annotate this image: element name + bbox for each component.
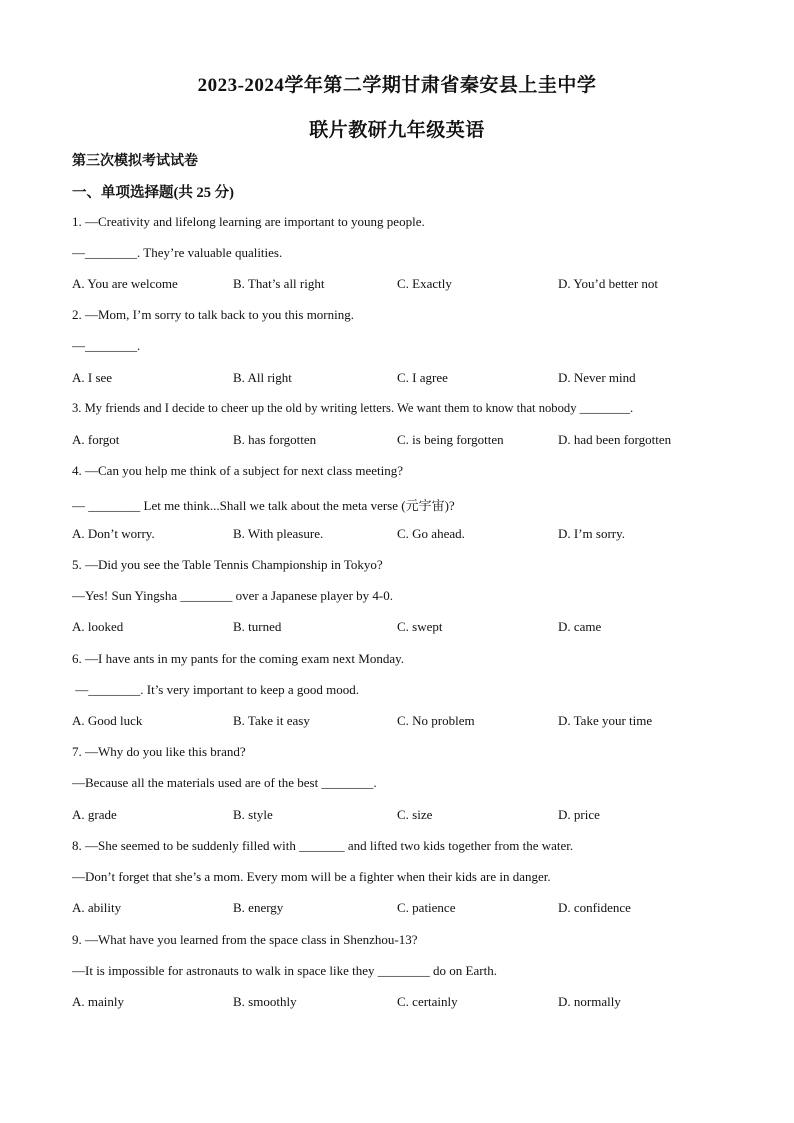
question-8-stem: 8. —She seemed to be suddenly filled with _______ and lifted two kids together from the water. bbox=[72, 838, 574, 853]
question-6-option-b: B. Take it easy bbox=[233, 713, 310, 728]
question-5-option-d: D. came bbox=[558, 619, 602, 634]
question-3-option-a: A. forgot bbox=[72, 432, 120, 447]
question-1-option-c: C. Exactly bbox=[397, 276, 452, 291]
question-9-option-b: B. smoothly bbox=[233, 994, 297, 1009]
question-9-option-d: D. normally bbox=[558, 994, 621, 1009]
question-4-option-a: A. Don’t worry. bbox=[72, 526, 155, 541]
question-3-option-d: D. had been forgotten bbox=[558, 432, 672, 447]
question-1-option-a: A. You are welcome bbox=[72, 276, 178, 291]
question-3-option-c: C. is being forgotten bbox=[397, 432, 504, 447]
question-4-response: — ________ Let me think...Shall we talk about the meta verse (元宇宙)? bbox=[72, 498, 455, 513]
question-9-option-a: A. mainly bbox=[72, 994, 124, 1009]
question-7-stem: 7. —Why do you like this brand? bbox=[72, 744, 246, 759]
exam-title-line2: 联片教研九年级英语 bbox=[309, 120, 485, 141]
question-2-option-d: D. Never mind bbox=[558, 370, 636, 385]
question-6-option-a: A. Good luck bbox=[72, 713, 143, 728]
section-heading: 一、单项选择题(共 25 分) bbox=[72, 185, 234, 201]
question-8-option-a: A. ability bbox=[72, 900, 122, 915]
question-5-response: —Yes! Sun Yingsha ________ over a Japanese player by 4-0. bbox=[72, 588, 393, 603]
question-6-response: —________. It’s very important to keep a good mood. bbox=[72, 682, 360, 697]
question-5-option-c: C. swept bbox=[397, 619, 443, 634]
question-8-option-b: B. energy bbox=[233, 900, 284, 915]
question-4-option-b: B. With pleasure. bbox=[233, 526, 324, 541]
question-2-stem: 2. —Mom, I’m sorry to talk back to you this morning. bbox=[72, 307, 355, 322]
question-8-option-d: D. confidence bbox=[558, 900, 631, 915]
question-1-option-b: B. That’s all right bbox=[233, 276, 325, 291]
exam-subtitle: 第三次模拟考试试卷 bbox=[72, 154, 198, 169]
question-9-response: —It is impossible for astronauts to walk in space like they ________ do on Earth. bbox=[72, 963, 497, 978]
question-2-option-a: A. I see bbox=[72, 370, 113, 385]
question-8-response: —Don’t forget that she’s a mom. Every mom will be a fighter when their kids are in danger. bbox=[72, 869, 551, 884]
question-7-option-d: D. price bbox=[558, 807, 600, 822]
question-7-option-c: C. size bbox=[397, 807, 433, 822]
question-6-option-c: C. No problem bbox=[397, 713, 475, 728]
exam-title-line1: 2023-2024学年第二学期甘肃省秦安县上圭中学 bbox=[197, 75, 597, 96]
question-9-option-c: C. certainly bbox=[397, 994, 458, 1009]
question-7-option-a: A. grade bbox=[72, 807, 117, 822]
question-2-response: —________. bbox=[72, 338, 141, 353]
question-9-stem: 9. —What have you learned from the space class in Shenzhou-13? bbox=[72, 932, 418, 947]
question-4-stem: 4. —Can you help me think of a subject for next class meeting? bbox=[72, 463, 404, 478]
question-1-option-d: D. You’d better not bbox=[558, 276, 659, 291]
question-5-option-b: B. turned bbox=[233, 619, 282, 634]
question-3-stem: 3. My friends and I decide to cheer up the old by writing letters. We want them to know that nobody ________. bbox=[72, 401, 634, 415]
question-3-option-b: B. has forgotten bbox=[233, 432, 317, 447]
question-7-response: —Because all the materials used are of the best ________. bbox=[72, 775, 377, 790]
question-6-stem: 6. —I have ants in my pants for the coming exam next Monday. bbox=[72, 651, 405, 666]
question-4-option-c: C. Go ahead. bbox=[397, 526, 465, 541]
question-5-option-a: A. looked bbox=[72, 619, 124, 634]
question-1-response: —________. They’re valuable qualities. bbox=[72, 245, 283, 260]
question-1-stem: 1. —Creativity and lifelong learning are important to young people. bbox=[72, 214, 425, 229]
question-2-option-c: C. I agree bbox=[397, 370, 448, 385]
question-6-option-d: D. Take your time bbox=[558, 713, 653, 728]
question-7-option-b: B. style bbox=[233, 807, 273, 822]
question-2-option-b: B. All right bbox=[233, 370, 292, 385]
question-5-stem: 5. —Did you see the Table Tennis Championship in Tokyo? bbox=[72, 557, 383, 572]
question-8-option-c: C. patience bbox=[397, 900, 456, 915]
question-4-option-d: D. I’m sorry. bbox=[558, 526, 626, 541]
